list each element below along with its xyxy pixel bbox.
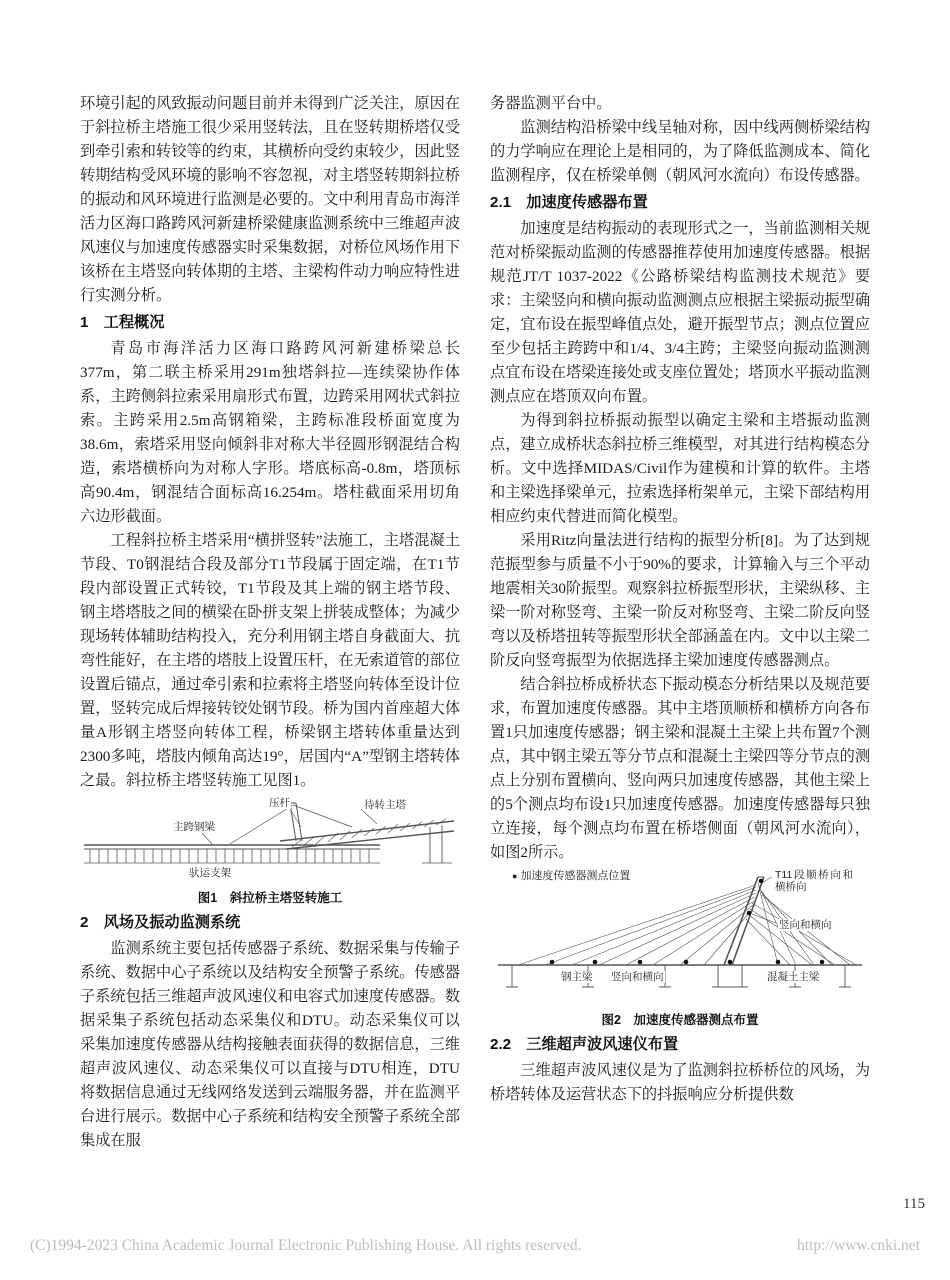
figure-1-caption: 图1 斜拉桥主塔竖转施工 xyxy=(197,891,343,905)
figure-1 xyxy=(80,797,460,908)
paragraph: 加速度是结构振动的表现形式之一，当前监测相关规范对桥梁振动监测的传感器推荐使用加速度传感器。根据规范JT/T 1037-2022《公路桥梁结构监测技术规范》要求：主梁竖向和横向振动监测测点应根据主梁振动振型确定，宜布设在振型峰值点处，避开振型节点；测点位置应至少包括主跨跨中和1/4、3/4主跨；主梁竖向振动监测测点宜布设在塔梁连接处或支座位置处；塔顶水平振动监测测点应在塔顶双向布置。 xyxy=(490,220,870,405)
figure-2-caption: 图2 加速度传感器测点布置 xyxy=(601,1013,759,1027)
figure-1-label-trestle: 驮运支架 xyxy=(189,867,231,879)
figure-1-label-main-girder: 主跨钢梁 xyxy=(173,821,215,833)
figure-1-label-strut: 压杆 xyxy=(269,797,290,809)
section-heading-2: 2 风场及振动监测系统 xyxy=(80,914,241,931)
section-heading-1: 1 工程概况 xyxy=(80,314,165,331)
paragraph: 结合斜拉桥成桥状态下振动模态分析结果以及规范要求，布置加速度传感器。其中主塔顶顺桥和横桥方向各布置1只加速度传感器；钢主梁和混凝土主梁上共布置7个测点，其中钢主梁五等分节点和混凝土主梁四等分节点的测点上分别布置横向、竖向两只加速度传感器，其他主梁上的5个测点均布设1只加速度传感器。加速度传感器每只独立连接，每个测点均布置在桥塔侧面（朝风河水流向），如图2所示。 xyxy=(490,676,870,861)
footer-copyright: (C)1994-2023 China Academic Journal Electronic Publishing House. All rights reserved. xyxy=(30,1237,582,1254)
paragraph: 为得到斜拉桥振动振型以确定主梁和主塔振动监测点，建立成桥状态斜拉桥三维模型，对其进行结构模态分析。文中选择MIDAS/Civil作为建模和计算的软件。主塔和主梁选择梁单元，拉索选择桁架单元，主梁下部结构用相应约束代替进而简化模型。 xyxy=(490,412,870,525)
page-footer xyxy=(30,1236,920,1256)
figure-2-legend xyxy=(512,869,630,883)
figure-2 xyxy=(490,869,870,1030)
paragraph: 监测系统主要包括传感器子系统、数据采集与传输子系统、数据中心子系统以及结构安全预警子系统。传感器子系统包括三维超声波风速仪和电容式加速度传感器。数据采集子系统包括动态采集仪和DTU。动态采集仪可以采集加速度传感器从结构接触表面获得的数据信息，三维超声波风速仪、动态采集仪可以直接与DTU相连，DTU将数据信息通过无线网络发送到云端服务器，并在监测平台进行展示。数据中心子系统和结构安全预警子系统全部集成在服 xyxy=(80,940,460,1149)
paragraph-continuation: 务器监测平台中。 xyxy=(490,95,612,112)
section-heading-2-2: 2.2 三维超声波风速仪布置 xyxy=(490,1036,679,1053)
sensor-dot-icon: ● xyxy=(512,871,518,881)
paragraph-continuation: 环境引起的风致振动问题目前并未得到广泛关注，原因在于斜拉桥主塔施工很少采用竖转法，且在竖转期桥塔仅受到牵引索和转铰等的约束，其横桥向受约束较少，因此竖转期结构受风环境的影响不容忽视，对主塔竖转期斜拉桥的振动和风环境进行监测是必要的。文中利用青岛市海洋活力区海口路跨风河新建桥梁健康监测系统中三维超声波风速仪与加速度传感器实时采集数据，对桥位风场作用下该桥在主塔竖向转体期的主塔、主梁构件动力响应特性进行实测分析。 xyxy=(80,95,460,304)
figure-2-label-concrete-girder: 混凝土主梁 xyxy=(767,971,820,983)
figure-2-label-t11: T11段顺桥向和横桥向 xyxy=(775,869,853,893)
footer-url: http://www.cnki.net xyxy=(797,1237,920,1254)
right-column xyxy=(490,92,870,1153)
figure-1-drawing-area xyxy=(80,797,460,885)
paragraph: 青岛市海洋活力区海口路跨风河新建桥梁总长377m，第二联主桥采用291m独塔斜拉—连续梁协作体系，主跨侧斜拉索采用扇形式布置，边跨采用网状式斜拉索。主跨采用2.5m高钢箱梁，主跨标准段桥面宽度为38.6m，索塔采用竖向倾斜非对称大半径圆形钢混结合构造，索塔横桥向为对称人字形。塔底标高-0.8m，塔顶标高90.4m，钢混结合面标高16.254m。塔柱截面采用切角六边形截面。 xyxy=(80,340,460,525)
figure-2-label-steel-girder: 钢主梁 xyxy=(561,971,593,983)
figure-1-label-waiting-tower: 待转主塔 xyxy=(364,799,406,811)
section-heading-2-1: 2.1 加速度传感器布置 xyxy=(490,194,648,211)
paragraph: 采用Ritz向量法进行结构的振型分析[8]。为了达到规范振型参与质量不小于90%的要求，计算输入与三个平动地震相关30阶振型。观察斜拉桥振型形状，主梁纵移、主梁一阶对称竖弯、主梁一阶反对称竖弯、主梁二阶反向竖弯以及桥塔扭转等振型形状全部涵盖在内。文中以主梁二阶反向竖弯振型为依据选择主梁加速度传感器测点。 xyxy=(490,532,870,669)
left-column xyxy=(80,92,460,1153)
figure-2-drawing-area xyxy=(490,869,870,1007)
paragraph: 工程斜拉桥主塔采用“横拼竖转”法施工，主塔混凝土节段、T0钢混结合段及部分T1节段属于固定端，在T1节段内部设置正式转铰，T1节段及其上端的钢主塔节段、钢主塔塔肢之间的横梁在卧拼支架上拼装成整体；为减少现场转体辅助结构投入，充分利用钢主塔自身截面大、抗弯性能好，在主塔的塔肢上设置压杆，在无索道管的部位设置后锚点，通过牵引索和拉索将主塔竖向转体至设计位置，竖转完成后焊接转铰处钢节段。桥为国内首座超大体量A形钢主塔竖向转体工程，桥梁钢主塔转体重量达到2300多吨，塔肢内倾角高达19°，居国内“A”型钢主塔转体之最。斜拉桥主塔竖转施工见图1。 xyxy=(80,532,460,789)
paragraph: 监测结构沿桥梁中线呈轴对称，因中线两侧桥梁结构的力学响应在理论上是相同的，为了降低监测成本、简化监测程序，仅在桥梁单侧（朝风河水流向）布设传感器。 xyxy=(490,119,870,184)
figure-2-legend-label: 加速度传感器测点位置 xyxy=(520,870,631,882)
figure-2-label-girder-vertical-horizontal: 竖向和横向 xyxy=(611,971,664,983)
two-column-body xyxy=(80,92,870,1153)
paragraph: 三维超声波风速仪是为了监测斜拉桥桥位的风场，为桥塔转体及运营状态下的抖振响应分析提供数 xyxy=(490,1062,870,1103)
figure-2-label-tower-vertical-horizontal: 竖向和横向 xyxy=(779,919,832,931)
page-number: 115 xyxy=(903,1196,925,1212)
